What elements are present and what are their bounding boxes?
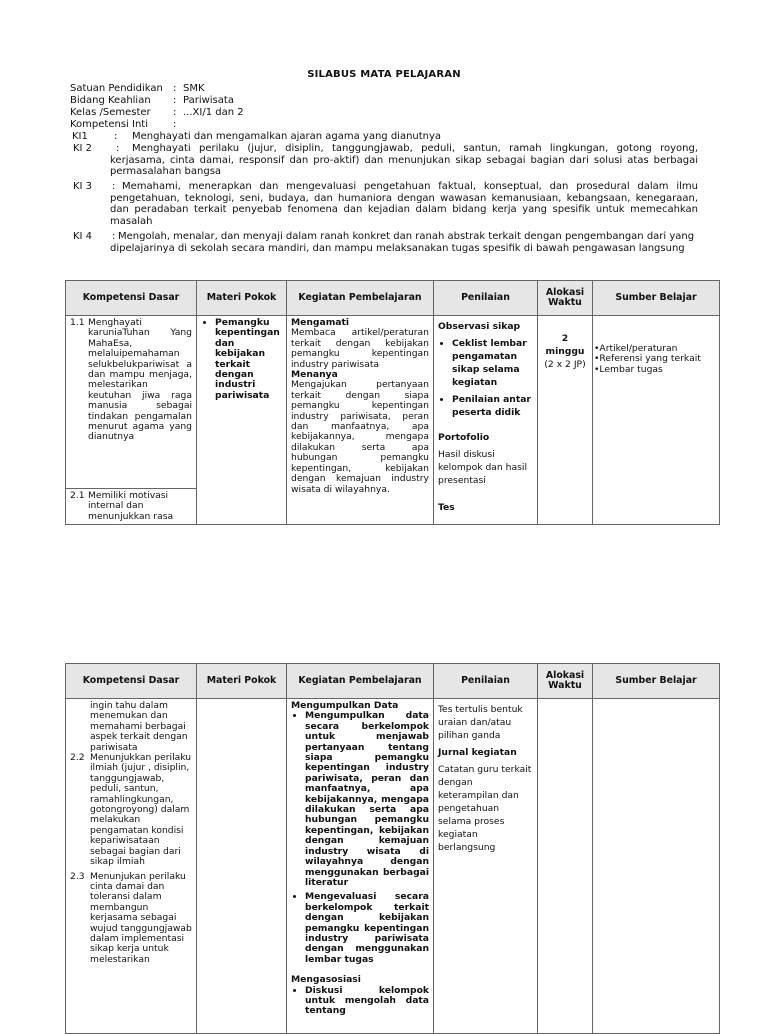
- ki-code: KI 3: [73, 181, 93, 192]
- kd-number: 2.3: [70, 870, 85, 882]
- header-materi-pokok: Materi Pokok: [197, 664, 287, 699]
- sumber-item: •Lembar tugas: [594, 363, 663, 375]
- kd-cell: [66, 699, 197, 1034]
- meta-row: [70, 119, 183, 131]
- penilaian-list: [438, 337, 533, 419]
- kegiatan-heading: Mengamati: [291, 317, 350, 328]
- sumber-item: •Referensi yang terkait: [594, 353, 701, 365]
- ki-code: KI1: [72, 131, 88, 142]
- meta-label: Kelas /Semester: [70, 107, 151, 118]
- ki-code: KI 2: [73, 143, 93, 154]
- meta-value: ...XI/1 dan 2: [183, 107, 244, 118]
- document-title: SILABUS MATA PELAJARAN: [307, 69, 461, 80]
- kd-item: [70, 753, 192, 867]
- alokasi-cell: [538, 316, 593, 525]
- ki-item: [70, 181, 698, 227]
- kd-number: 2.1: [70, 490, 85, 501]
- header-penilaian: Penilaian: [434, 281, 538, 316]
- kegiatan-list: [291, 711, 429, 965]
- alokasi-value: 2 minggu: [545, 333, 585, 357]
- header-alokasi: Alokasi Waktu: [538, 281, 593, 316]
- ki-code: KI 4: [73, 231, 93, 242]
- table-header-row: [66, 281, 720, 316]
- penilaian-text: Tes tertulis bentuk uraian dan/atau pilihan ganda: [438, 704, 523, 741]
- header-kegiatan: Kegiatan Pembelajaran: [287, 281, 434, 316]
- list-item: • Mengevaluasi secara berkelompok terkait dengan kebijakan pemangku kepentingan industry pariwisata dengan menggunakan lembar tugas: [305, 892, 429, 965]
- ki-text: [110, 231, 698, 254]
- kegiatan-cell: [287, 316, 434, 525]
- alokasi-cell: [538, 699, 593, 1034]
- penilaian-text: Catatan guru terkait dengan keterampilan dan pengetahuan selama proses kegiatan berlangsung: [438, 764, 532, 853]
- kd-text: ingin tahu dalam menemukan dan memahami berbagai aspek terkait dengan pariwisata: [90, 700, 188, 753]
- penilaian-heading: Jurnal kegiatan: [438, 747, 517, 758]
- kegiatan-list: [291, 986, 429, 1017]
- header-sumber: Sumber Belajar: [593, 281, 720, 316]
- kegiatan-text: Membaca artikel/peraturan terkait dengan kebijakan pemangku kepentingan industry pariwisata: [291, 327, 429, 370]
- header-penilaian: Penilaian: [434, 664, 538, 699]
- penilaian-heading: Tes: [438, 502, 455, 513]
- ki-text: [110, 181, 698, 227]
- kd-text: Menunjukkan perilaku ilmiah (jujur , disiplin, tanggungjawab, peduli, santun, ramahlingkungan, gotongroyong) dalam melakukan pengamatan kondisi keparіwisataan sebagai bagian dari sikap ilmiah: [90, 752, 192, 868]
- ki-colon: :: [114, 131, 118, 142]
- meta-sep: :: [173, 83, 177, 94]
- materi-list: [201, 318, 282, 401]
- syllabus-table-1: [65, 280, 720, 525]
- kd-number: 1.1: [70, 317, 85, 328]
- meta-sep: :: [173, 95, 177, 106]
- ki-text-content: Menghayati perilaku (jujur, disiplin, tanggungjawab, peduli, santun, ramah lingkungan, gotong royong, kerjasama, cinta damai, responsif dan pro-aktif) dan menunjukan sikap sebagai bagian dari solusi atas berbagai permasalahan bangsa: [110, 143, 698, 177]
- alokasi-jp: (2 x 2 JP): [544, 359, 586, 370]
- ki-item: [70, 131, 698, 143]
- meta-value: SMK: [183, 83, 205, 94]
- kegiatan-cell: [287, 699, 434, 1034]
- list-item: • Diskusi kelompok untuk mengolah data tentang: [305, 986, 429, 1017]
- header-kompetensi-dasar: Kompetensi Dasar: [66, 664, 197, 699]
- ki-colon: :: [116, 143, 120, 154]
- kd-text: Menghayati karuniaTuhan Yang MahaEsa, melaluipemahaman selukbelukpariwisat a dan mampu menjaga, melestarikan keutuhan jiwa raga manusia sebagai tindakan pengamalan menurut agama yang dianutnya: [88, 317, 192, 443]
- kd-item: [70, 872, 192, 966]
- kd-text: Menunjukan perilaku cinta damai dan toleransi dalam membangun kerjasama sebagai wujud tanggungjawab dalam implementasi sikap kerja untuk melestarikan: [90, 870, 192, 965]
- sumber-cell: [593, 316, 720, 525]
- ki-colon: :: [112, 231, 116, 242]
- penilaian-text: Hasil diskusi kelompok dan hasil presentasi: [438, 449, 528, 486]
- penilaian-heading: Portofolio: [438, 432, 490, 443]
- kd-number: 2.2: [70, 752, 85, 764]
- meta-label: Satuan Pendidikan: [70, 83, 163, 94]
- list-item: • Mengumpulkan data secara berkelompok untuk menjawab pertanyaan tentang siapa pemangku kepentingan industry pariwisata, peran dan manfaatnya, apa kebijakannya, mengapa dilakukan serta apa hubungan pemangku kepentingan, kebijakan dengan kemajuan industry wisata di wilayahnya dengan menggunakan berbagai literatur: [305, 711, 429, 888]
- ki-colon: :: [112, 181, 116, 192]
- meta-row: [70, 95, 234, 107]
- ki-text-content: Memahami, menerapkan dan mengevaluasi pengetahuan faktual, konseptual, dan prosedural dalam ilmu pengetahuan, teknologi, seni, budaya, dan humaniora dengan wawasan kemanusiaan, kebangsaan, kenegaraan, dan peradaban terkait penyebab fenomena dan kejadian dalam bidang kerja yang spesifik untuk memecahkan masalah: [110, 181, 698, 227]
- materi-cell: [197, 699, 287, 1034]
- penilaian-cell: [434, 316, 538, 525]
- sumber-text: Referensi yang terkait: [599, 353, 701, 365]
- ki-item: [70, 143, 698, 178]
- meta-sep: :: [173, 107, 177, 118]
- header-kompetensi-dasar: Kompetensi Dasar: [66, 281, 197, 316]
- ki-item: [70, 231, 698, 254]
- ki-text: Menghayati dan mengamalkan ajaran agama yang dianutnya: [132, 131, 442, 142]
- meta-row: [70, 107, 244, 119]
- header-materi-pokok: Materi Pokok: [197, 281, 287, 316]
- kd-item: [70, 318, 192, 443]
- header-sumber: Sumber Belajar: [593, 664, 720, 699]
- kd-item: [70, 491, 192, 522]
- penilaian-cell: [434, 699, 538, 1034]
- sumber-cell: [593, 699, 720, 1034]
- list-item: • Ceklist lembar pengamatan sikap selama kegiatan: [452, 337, 533, 389]
- sumber-text: Artikel/peraturan: [599, 343, 678, 354]
- meta-sep: :: [173, 119, 177, 130]
- table-row: [66, 699, 720, 1034]
- meta-value: Pariwisata: [183, 95, 234, 106]
- ki-text: [110, 143, 698, 178]
- kd-text: Memiliki motivasi internal dan menunjukkan rasa: [88, 490, 174, 522]
- ki-text-content: Mengolah, menalar, dan menyaji dalam ranah konkret dan ranah abstrak terkait dengan pengembangan dari yang dipelajarinya di sekolah secara mandiri, dan mampu melaksanakan tugas spesifik di bawah pengawasan langsung: [110, 231, 695, 254]
- meta-label: Kompetensi Inti: [70, 119, 148, 130]
- meta-label: Bidang Keahlian: [70, 95, 151, 106]
- sumber-item: •Artikel/peraturan: [594, 343, 678, 354]
- kegiatan-text: Mengajukan pertanyaan terkait dengan siapa pemangku kepentingan industry pariwisata, peran dan manfaatnya, apa kebijakannya, mengapa dilakukan serta apa hubungan pemangku kepentingan, kebijakan dengan kemajuan industry wisata di wilayahnya.: [291, 379, 429, 495]
- kd-cell: [66, 489, 197, 525]
- table-row: [66, 316, 720, 489]
- list-item: • Pemangku kepentingan dan kebijakan terkait dengan industri pariwisata: [215, 318, 282, 401]
- header-alokasi: Alokasi Waktu: [538, 664, 593, 699]
- list-item: • Penilaian antar peserta didik: [452, 393, 533, 419]
- materi-cell: [197, 316, 287, 525]
- meta-row: [70, 83, 205, 95]
- header-kegiatan: Kegiatan Pembelajaran: [287, 664, 434, 699]
- syllabus-table-2: [65, 663, 720, 1034]
- sumber-text: Lembar tugas: [599, 363, 663, 375]
- kegiatan-heading: Menanya: [291, 369, 338, 381]
- kegiatan-heading: Mengasosiasi: [291, 974, 361, 986]
- kd-cell: [66, 316, 197, 489]
- kegiatan-heading: Mengumpulkan Data: [291, 700, 399, 711]
- penilaian-heading: Observasi sikap: [438, 321, 521, 332]
- table-header-row: [66, 664, 720, 699]
